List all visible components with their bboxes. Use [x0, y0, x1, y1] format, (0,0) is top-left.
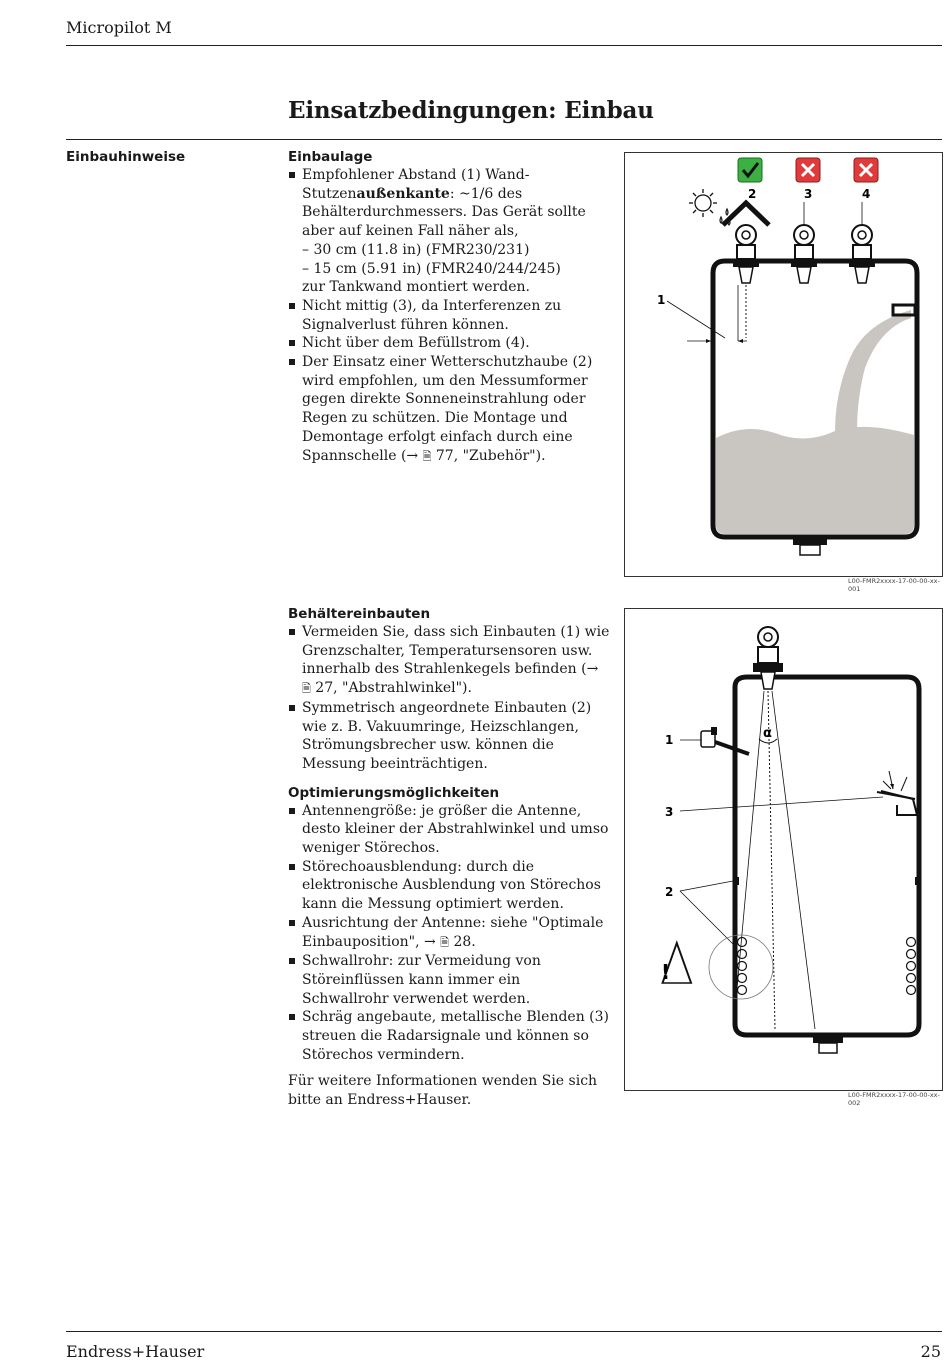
limit-switch — [701, 727, 749, 754]
page-ref-icon: 🗎 — [440, 935, 450, 949]
bullet-bold: außenkante — [356, 185, 450, 202]
page-title: Einsatzbedingungen: Einbau — [288, 97, 654, 124]
footer-rule — [66, 1331, 942, 1332]
radar-device-1 — [733, 225, 759, 283]
cross-icon — [796, 158, 820, 182]
list-item: Nicht über dem Befüllstrom (4). — [288, 334, 610, 353]
list-item: Symmetrisch angeordnete Einbauten (2) wie z. B. Vakuumringe, Heizschlangen, Strömungsbrecher usw. können die Messung beeinträchtigen. — [288, 699, 610, 774]
figure-tank-internals — [624, 608, 943, 1091]
dash-item: – 30 cm (11.8 in) (FMR230/231) — [302, 241, 530, 258]
callout-3: 3 — [665, 805, 674, 819]
sun-icon — [689, 189, 717, 217]
list-item — [288, 623, 610, 699]
radar-device-3 — [849, 225, 875, 283]
callout-1: 1 — [657, 293, 666, 307]
list-item: Schräg angebaute, metallische Blenden (3) streuen die Radarsignale und können so Störechos vermindern. — [288, 1008, 610, 1064]
figure-installation-position — [624, 152, 943, 577]
closing-paragraph: Für weitere Informationen wenden Sie sich bitte an Endress+Hauser. — [288, 1073, 598, 1109]
alpha-label: α — [763, 726, 772, 741]
check-icon — [738, 158, 762, 182]
radar-device-2 — [791, 225, 817, 283]
bullet-text: Vermeiden Sie, dass sich Einbauten (1) wie Grenzschalter, Temperatursensoren usw. innerhalb des Strahlenkegels befinden (→ — [302, 624, 610, 678]
bullet-text: : ~1/6 des Behälterdurchmessers. Das Gerät sollte aber auf keinen Fall näher als, — [302, 185, 586, 240]
footer-company: Endress+Hauser — [66, 1342, 205, 1361]
callout-1: 1 — [665, 733, 674, 747]
behaeltereinbauten-list — [288, 623, 610, 774]
bullet-text: 77, "Zubehör"). — [431, 447, 546, 464]
tank-diagram-1 — [625, 153, 942, 576]
bullet-text: Ausrichtung der Antenne: siehe "Optimale Einbauposition", → — [302, 914, 604, 950]
tank-diagram-2 — [625, 609, 942, 1090]
svg-text:!: ! — [661, 960, 671, 984]
bullet-text: Der Einsatz einer Wetterschutzhaube (2) wird empfohlen, um den Messumformer gegen direkte Sonneneinstrahlung oder Regen zu schützen. Die Montage und Demontage erfolgt einfach durch eine Spannschelle (→ — [302, 354, 593, 464]
bullet-text: 27, "Abstrahlwinkel"). — [310, 680, 472, 697]
bullet-text: 28. — [449, 933, 476, 950]
callout-2: 2 — [665, 885, 674, 899]
list-item: Störechoausblendung: durch die elektronische Ausblendung von Störechos kann die Messung optimiert werden. — [288, 858, 610, 914]
figure-code-1: L00-FMR2xxxx-17-00-00-xx-001 — [848, 577, 940, 593]
page-ref-icon: 🗎 — [422, 449, 432, 463]
optimierung-heading: Optimierungsmöglichkeiten — [288, 784, 500, 801]
title-rule — [66, 139, 942, 140]
page-number: 25 — [920, 1342, 941, 1361]
bullet-text: Empfohlener Abstand (1) Wand-Stutzen — [302, 167, 530, 202]
dash-item: – 15 cm (5.91 in) (FMR240/244/245) — [302, 260, 561, 277]
callout-3: 3 — [804, 187, 813, 201]
optimierung-list — [288, 802, 610, 1065]
cross-icon — [854, 158, 878, 182]
behaeltereinbauten-section — [288, 605, 610, 1110]
list-item — [288, 353, 610, 466]
list-item: Antennengröße: je größer die Antenne, desto kleiner der Abstrahlwinkel und umso weniger Störechos. — [288, 802, 610, 858]
header-rule — [66, 45, 942, 46]
einbaulage-heading: Einbaulage — [288, 149, 373, 165]
radar-device — [753, 627, 783, 689]
behaeltereinbauten-heading: Behältereinbauten — [288, 606, 431, 622]
einbaulage-list — [288, 166, 610, 466]
list-item: Nicht mittig (3), da Interferenzen zu Signalverlust führen können. — [288, 297, 610, 334]
page-ref-icon: 🗎 — [302, 682, 311, 696]
figure-code-2: L00-FMR2xxxx-17-00-00-xx-002 — [848, 1091, 940, 1107]
einbaulage-section — [288, 148, 610, 466]
warning-icon — [661, 943, 691, 984]
bullet-tail: zur Tankwand montiert werden. — [302, 279, 530, 296]
callout-2: 2 — [748, 187, 757, 201]
section-label: Einbauhinweise — [66, 149, 186, 165]
list-item — [288, 166, 610, 297]
header-title: Micropilot M — [66, 18, 172, 37]
list-item — [288, 914, 610, 952]
callout-4: 4 — [862, 187, 871, 201]
list-item: Schwallrohr: zur Vermeidung von Störeinflüssen kann immer ein Schwallrohr verwendet werden. — [288, 952, 610, 1008]
heating-coil-right — [907, 938, 916, 995]
